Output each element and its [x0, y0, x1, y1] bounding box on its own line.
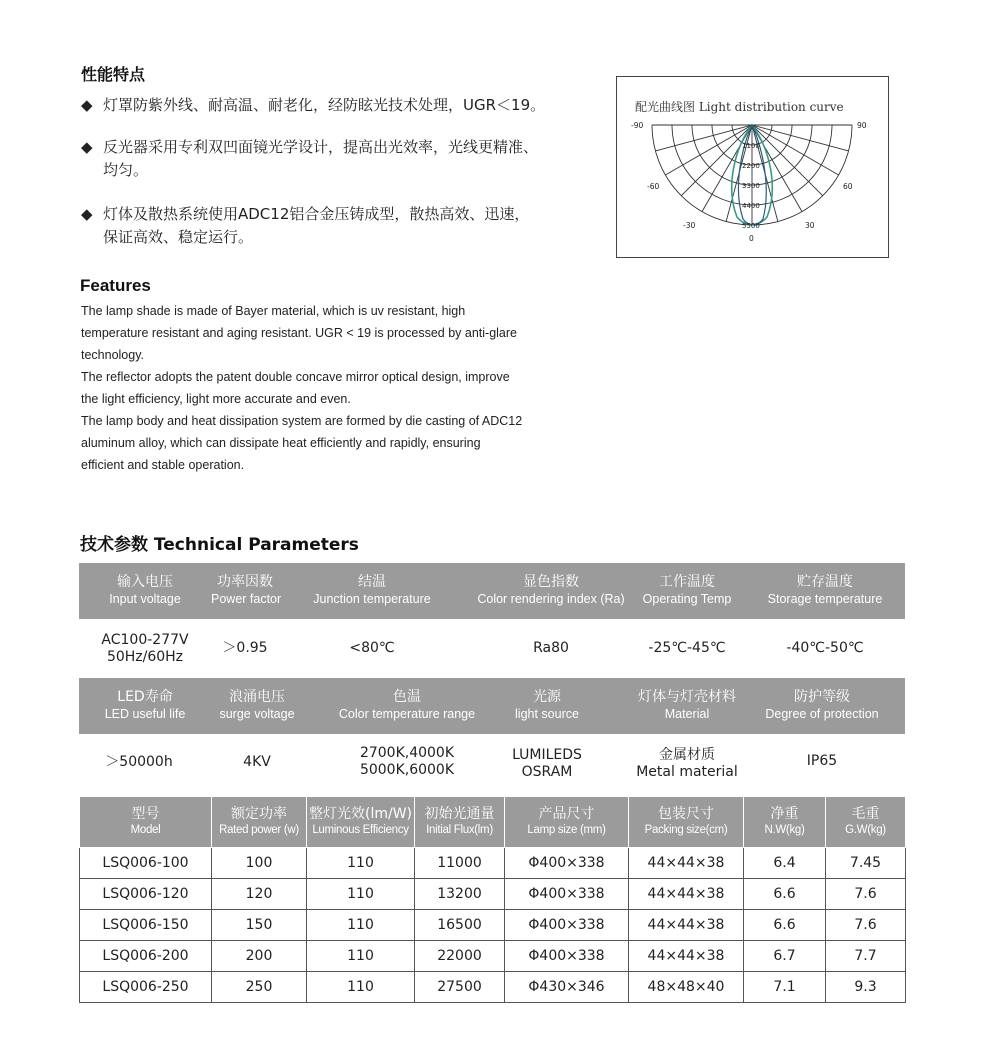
header-cn: 防护等级 [794, 689, 850, 705]
table-header-row [80, 797, 906, 848]
column-header: 产品尺寸 Lamp size (mm) [505, 797, 629, 848]
cell-packing-size: 44×44×38 [629, 848, 744, 879]
header-en: Storage temperature [767, 592, 883, 606]
cell-model: LSQ006-150 [80, 910, 212, 941]
cell-efficiency: 110 [307, 910, 415, 941]
cell-net-weight: 6.6 [744, 879, 826, 910]
cell-power: 200 [212, 941, 307, 972]
header-en: Degree of protection [765, 707, 879, 721]
model-spec-table [79, 796, 906, 1003]
angle-label: 30 [805, 221, 815, 230]
angle-label: 0 [749, 234, 754, 243]
cell-efficiency: 110 [307, 941, 415, 972]
angle-label: 60 [843, 182, 853, 191]
tech-header-cell [307, 678, 507, 734]
tech-value: IP65 [806, 753, 838, 769]
angle-label: -90 [631, 121, 644, 130]
tech-value: Ra80 [533, 640, 569, 656]
header-cn: 输入电压 [117, 574, 173, 590]
header-en: Power factor [211, 592, 282, 606]
column-header: 型号 Model [80, 797, 212, 848]
cell-packing-size: 44×44×38 [629, 941, 744, 972]
bullet-line: 反光器采用专利双凹面镜光学设计，提高出光效率，光线更精准、 [103, 138, 539, 156]
angle-label: -30 [683, 221, 696, 230]
tech-values-row-2 [79, 744, 905, 784]
bullet-item-3 [81, 203, 601, 251]
tech-header-cell [755, 678, 889, 734]
value-line: OSRAM [521, 764, 573, 780]
cell-model: LSQ006-200 [80, 941, 212, 972]
tech-values-row-1 [79, 630, 905, 670]
cell-gross-weight: 7.45 [826, 848, 906, 879]
features-line: efficient and stable operation. [81, 458, 245, 472]
cell-packing-size: 48×48×40 [629, 972, 744, 1003]
cell-packing-size: 44×44×38 [629, 910, 744, 941]
characteristics-heading: 性能特点 [81, 65, 146, 84]
diamond-bullet-icon: ◆ [81, 138, 93, 156]
column-header: 包装尺寸 Packing size(cm) [629, 797, 744, 848]
tech-header-bar-1 [79, 563, 905, 619]
features-line: The lamp body and heat dissipation system are formed by die casting of ADC12 [81, 414, 523, 428]
value-line: 金属材质 [659, 747, 715, 763]
features-heading: Features [80, 276, 151, 295]
tech-header-cell [211, 678, 303, 734]
polar-grid [652, 125, 852, 225]
cell-flux: 27500 [415, 972, 505, 1003]
light-distribution-diagram [616, 76, 889, 258]
cell-lamp-size: Φ400×338 [505, 910, 629, 941]
cell-net-weight: 6.4 [744, 848, 826, 879]
tech-value: -25℃-45℃ [648, 640, 726, 656]
cell-net-weight: 7.1 [744, 972, 826, 1003]
cell-efficiency: 110 [307, 879, 415, 910]
cell-power: 150 [212, 910, 307, 941]
cell-flux: 13200 [415, 879, 505, 910]
tech-value [307, 745, 507, 779]
tech-header-cell [297, 563, 447, 619]
header-cn: 光源 [533, 689, 561, 705]
table-row [80, 941, 906, 972]
column-header: 初始光通量 Initial Flux(lm) [415, 797, 505, 848]
header-cn: 功率因数 [217, 574, 273, 590]
tech-header-cell [79, 563, 211, 619]
tech-value: ＞50000h [105, 754, 173, 770]
features-text [81, 300, 581, 476]
tech-header-cell [211, 563, 282, 619]
cell-model: LSQ006-100 [80, 848, 212, 879]
cell-gross-weight: 7.6 [826, 879, 906, 910]
cell-flux: 22000 [415, 941, 505, 972]
bullet-item-1 [81, 94, 601, 118]
header-cn: 浪涌电压 [229, 689, 285, 705]
value-line: LUMILEDS [512, 747, 582, 763]
header-en: Color rendering index (Ra) [477, 592, 625, 606]
value-line: 50Hz/60Hz [106, 649, 184, 665]
tech-header-cell [79, 678, 211, 734]
bullet-item-2 [81, 136, 601, 184]
table-row [80, 972, 906, 1003]
features-line: temperature resistant and aging resistant. UGR < 19 is processed by anti-glare [81, 326, 517, 340]
tech-value: -40℃-50℃ [786, 640, 864, 656]
polar-curve-svg [617, 77, 888, 257]
cell-efficiency: 110 [307, 972, 415, 1003]
header-cn: 色温 [393, 689, 421, 705]
cell-flux: 11000 [415, 848, 505, 879]
intensity-label: 3300 [742, 182, 760, 190]
cell-packing-size: 44×44×38 [629, 879, 744, 910]
tech-value [624, 747, 750, 781]
cell-model: LSQ006-250 [80, 972, 212, 1003]
features-line: The lamp shade is made of Bayer material, which is uv resistant, high [81, 304, 466, 318]
diagram-title: 配光曲线图 Light distribution curve [635, 100, 844, 114]
header-en: LED useful life [104, 707, 186, 721]
diamond-bullet-icon: ◆ [81, 96, 93, 114]
tech-header-bar-2 [79, 678, 905, 734]
polar-spoke [752, 125, 849, 151]
angle-label: 90 [857, 121, 867, 130]
tech-header-cell [451, 563, 651, 619]
cell-lamp-size: Φ430×346 [505, 972, 629, 1003]
value-line: 5000K,6000K [359, 762, 455, 778]
cell-lamp-size: Φ400×338 [505, 941, 629, 972]
cell-efficiency: 110 [307, 848, 415, 879]
features-line: technology. [81, 348, 145, 362]
header-en: Material [664, 707, 710, 721]
header-en: Input voltage [109, 592, 181, 606]
cell-model: LSQ006-120 [80, 879, 212, 910]
cell-power: 120 [212, 879, 307, 910]
table-row [80, 848, 906, 879]
header-cn: LED寿命 [117, 689, 173, 705]
features-line: aluminum alloy, which can dissipate heat efficiently and rapidly, ensuring [81, 436, 481, 450]
header-cn: 显色指数 [523, 574, 579, 590]
header-en: Junction temperature [313, 592, 431, 606]
header-cn: 结温 [358, 574, 386, 590]
features-line: the light efficiency, light more accurate and even. [81, 392, 351, 406]
header-en: Color temperature range [338, 707, 476, 721]
tech-header-cell [497, 678, 597, 734]
features-line: The reflector adopts the patent double concave mirror optical design, improve [81, 370, 510, 384]
tech-params-heading: 技术参数 Technical Parameters [80, 535, 359, 555]
cell-net-weight: 6.6 [744, 910, 826, 941]
cell-gross-weight: 9.3 [826, 972, 906, 1003]
column-header: 毛重 G.W(kg) [826, 797, 906, 848]
header-cn: 灯体与灯壳材料 [638, 689, 736, 705]
intensity-label: 2200 [742, 162, 760, 170]
header-en: light source [515, 707, 579, 721]
intensity-labels [742, 142, 760, 230]
tech-header-cell [624, 678, 750, 734]
intensity-label: 5500 [742, 222, 760, 230]
intensity-label: 1100 [742, 142, 760, 150]
tech-value [79, 632, 211, 666]
cell-gross-weight: 7.7 [826, 941, 906, 972]
column-header: 整灯光效(lm/W) Luminous Efficiency [307, 797, 415, 848]
intensity-label: 4400 [742, 202, 760, 210]
bullet-line: 灯罩防紫外线、耐高温、耐老化，经防眩光技术处理，UGR＜19。 [103, 96, 546, 114]
header-en: Operating Temp [642, 592, 732, 606]
bullet-line: 灯体及散热系统使用ADC12铝合金压铸成型，散热高效、迅速， [103, 205, 530, 223]
value-line: Metal material [636, 764, 738, 780]
cell-lamp-size: Φ400×338 [505, 848, 629, 879]
value-line: 2700K,4000K [359, 745, 455, 761]
tech-value: <80℃ [349, 640, 395, 656]
header-en: surge voltage [219, 707, 295, 721]
value-line: AC100-277V [101, 632, 189, 648]
tech-value: ＞0.95 [222, 640, 268, 656]
cell-power: 250 [212, 972, 307, 1003]
polar-spoke [655, 125, 752, 151]
tech-header-cell [763, 563, 887, 619]
cell-lamp-size: Φ400×338 [505, 879, 629, 910]
angle-label: -60 [647, 182, 660, 191]
cell-power: 100 [212, 848, 307, 879]
table-row [80, 879, 906, 910]
header-cn: 工作温度 [659, 574, 715, 590]
diamond-bullet-icon: ◆ [81, 205, 93, 223]
bullet-line: 均匀。 [103, 161, 149, 179]
cell-net-weight: 6.7 [744, 941, 826, 972]
column-header: 净重 N.W(kg) [744, 797, 826, 848]
tech-header-cell [631, 563, 743, 619]
cell-gross-weight: 7.6 [826, 910, 906, 941]
bullet-line: 保证高效、稳定运行。 [103, 228, 254, 246]
tech-value [497, 747, 597, 781]
header-cn: 贮存温度 [797, 574, 853, 590]
cell-flux: 16500 [415, 910, 505, 941]
tech-value: 4KV [243, 754, 271, 770]
table-row [80, 910, 906, 941]
column-header: 额定功率 Rated power (w) [212, 797, 307, 848]
